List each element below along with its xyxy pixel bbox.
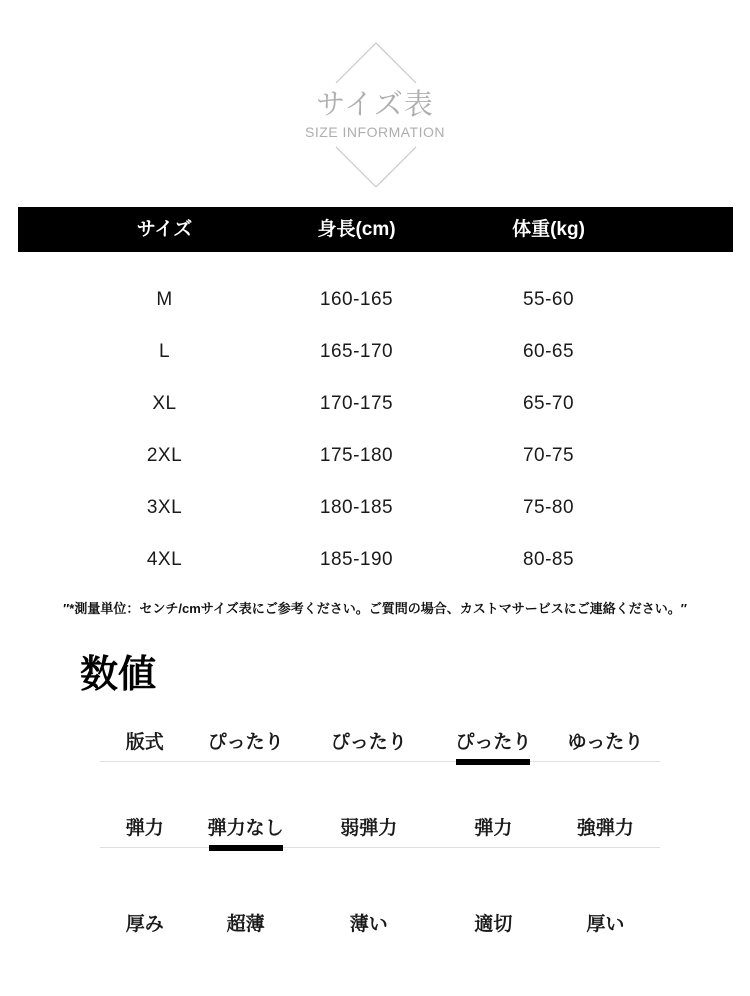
size-cell: 4XL: [146, 549, 183, 570]
metric-option: ゆったり: [567, 732, 644, 753]
height-cell: 185-190: [319, 549, 394, 570]
metric-option: 薄い: [349, 914, 388, 935]
size-cell: 2XL: [146, 445, 183, 466]
weight-cell: 70-75: [522, 445, 575, 466]
size-chart-subtitle: SIZE INFORMATION: [305, 124, 445, 140]
selected-underline: [209, 845, 283, 851]
metric-label: 厚み: [125, 914, 164, 935]
metric-row-1: [100, 698, 660, 762]
metric-option: 超薄: [226, 914, 265, 935]
size-table-header: [18, 207, 733, 252]
measurement-note: ″*測量単位：センチ/cmサイズ表にご参考ください。ご質問の場合、カストマサービスにご連絡ください。″: [63, 601, 687, 616]
metric-option: ぴったり: [330, 732, 407, 753]
header-cell-height: 身長(cm): [317, 219, 396, 240]
metric-label: 弾力: [125, 818, 164, 839]
metric-option: 適切: [474, 914, 513, 935]
weight-cell: 60-65: [522, 341, 575, 362]
metric-row-3: [100, 858, 660, 943]
weight-cell: 75-80: [522, 497, 575, 518]
table-row: [18, 378, 733, 430]
table-row: [18, 534, 733, 586]
size-cell: L: [158, 341, 171, 362]
metric-label: 版式: [125, 732, 164, 753]
table-row: [18, 274, 733, 326]
metric-row-2: [100, 762, 660, 848]
weight-cell: 65-70: [522, 393, 575, 414]
height-cell: 170-175: [319, 393, 394, 414]
metric-option: ぴったり: [207, 732, 284, 753]
weight-cell: 80-85: [522, 549, 575, 570]
table-row: [18, 430, 733, 482]
size-table-body: [18, 274, 733, 586]
table-row: [18, 482, 733, 534]
metrics-heading: 数値: [80, 654, 157, 696]
height-cell: 160-165: [319, 289, 394, 310]
height-cell: 180-185: [319, 497, 394, 518]
weight-cell: 55-60: [522, 289, 575, 310]
metric-option: 弱弾力: [340, 818, 398, 839]
metrics-table: [100, 698, 660, 943]
header-cell-weight: 体重(kg): [512, 219, 585, 240]
header-cell-size: サイズ: [136, 219, 193, 240]
metric-option: 強弾力: [576, 818, 634, 839]
size-info-banner: [0, 0, 750, 200]
size-cell: M: [156, 289, 173, 310]
height-cell: 165-170: [319, 341, 394, 362]
metric-option: 弾力: [474, 818, 513, 839]
height-cell: 175-180: [319, 445, 394, 466]
size-cell: XL: [152, 393, 177, 414]
metric-option: 厚い: [586, 914, 625, 935]
size-chart-title: サイズ表: [316, 89, 434, 121]
size-cell: 3XL: [146, 497, 183, 518]
table-row: [18, 326, 733, 378]
metric-option: ぴったり: [436, 731, 551, 761]
metric-option: 弾力なし: [190, 817, 302, 847]
